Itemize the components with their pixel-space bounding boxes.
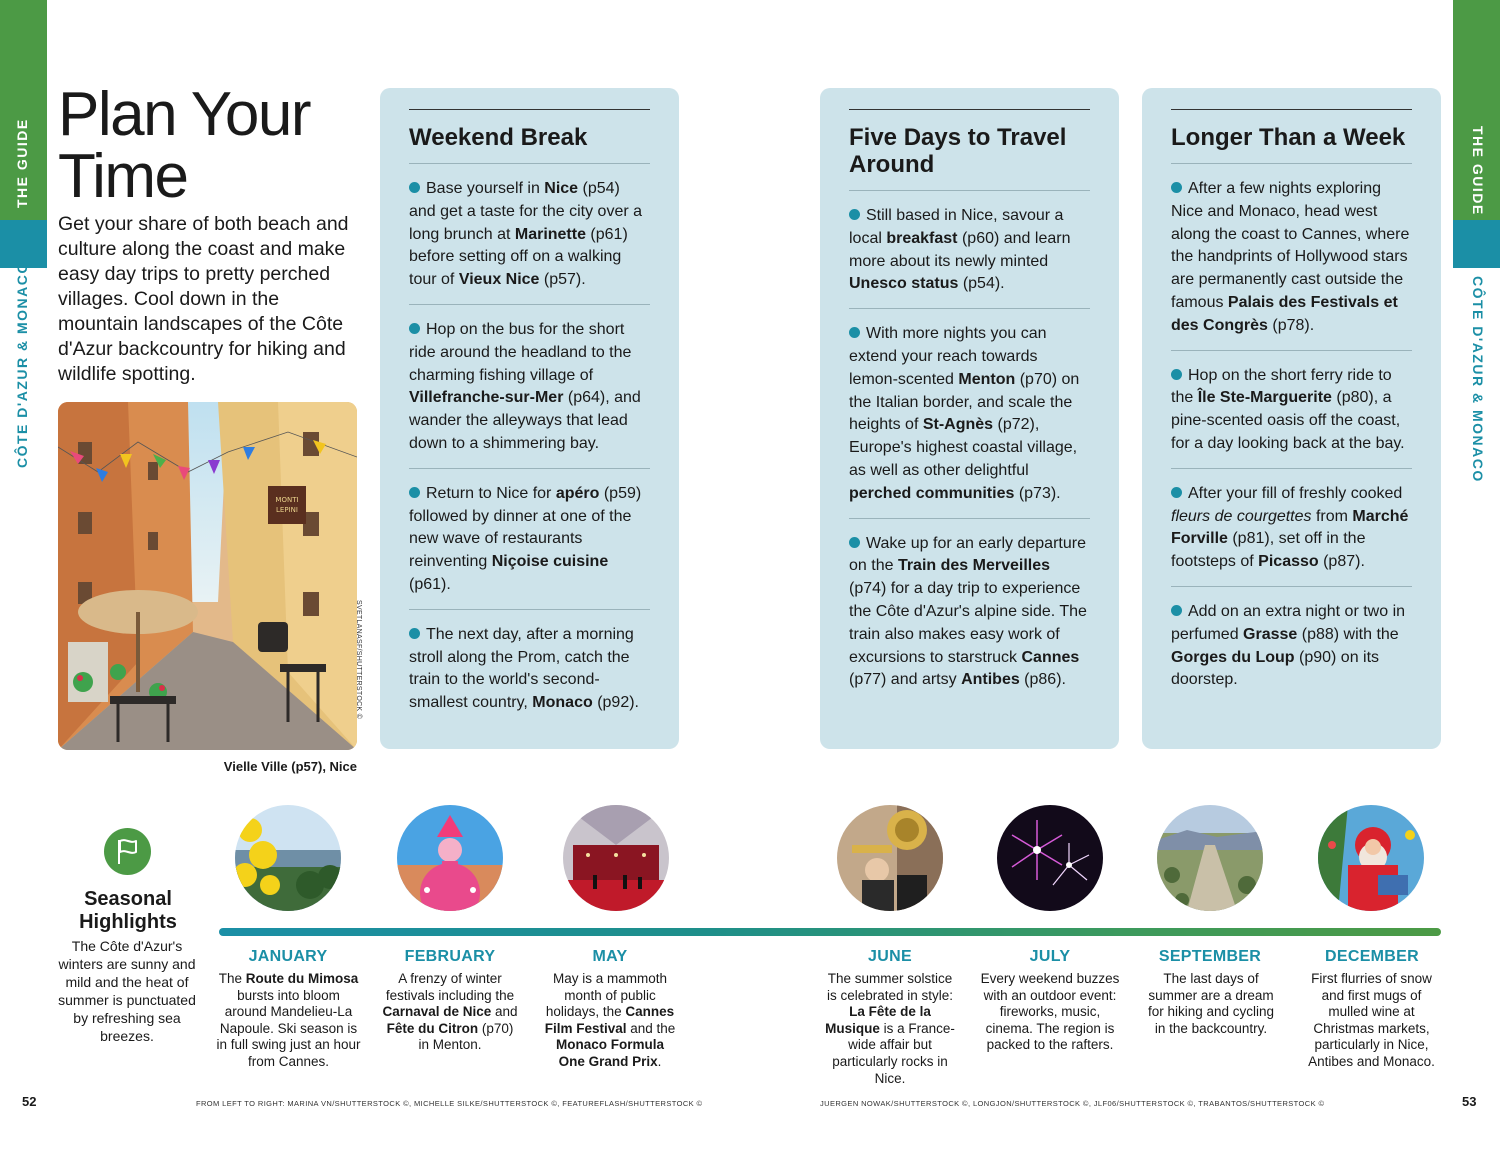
fete-musique-photo [837, 805, 943, 911]
card-title: Five Days to Travel Around [849, 124, 1067, 178]
bullet-icon [1171, 182, 1182, 193]
event-text-january: The Route du Mimosa bursts into bloom around Mandelieu-La Napoule. Ski season is in full swing just an hour from Cannes. [216, 971, 361, 1069]
itinerary-item-text: After a few nights exploring Nice and Monaco, head west along the coast to Cannes, where the handprints of Hollywood stars are permanently cast outside the famous Palais des Festivals et des Congrès (p78). [1171, 180, 1410, 334]
itinerary-item [1171, 586, 1412, 704]
sign-lettering: MONTI [275, 496, 299, 504]
itinerary-item [849, 190, 1090, 308]
event-text-may: May is a mammoth month of public holidays, the Cannes Film Festival and the Monaco Formula One Grand Prix. [544, 971, 676, 1069]
itinerary-card-five-days [820, 88, 1119, 749]
bullet-icon [1171, 605, 1182, 616]
guide-tab-label: THE GUIDE [14, 118, 30, 208]
itinerary-item-text: Wake up for an early departure on the Train des Merveilles (p74) for a day trip to experience the Côte d'Azur's alpine side. The train also makes easy work of excursions to starstruck Cannes (p77) and artsy Antibes (p86). [849, 534, 1087, 689]
event-text-september: The last days of summer are a dream for hiking and cycling in the backcountry. [1147, 971, 1275, 1036]
vieille-ville-photo [58, 402, 357, 750]
guide-tab-label: THE GUIDE [1470, 126, 1486, 216]
itinerary-item-text: Base yourself in Nice (p54) and get a taste for the city over a long brunch at Marinette (p61) before setting off on a walking tour of Vieux Nice (p57). [409, 180, 643, 289]
photo-caption: Vielle Ville (p57), Nice [223, 759, 357, 774]
itinerary-item-text: Return to Nice for apéro (p59) followed by dinner at one of the new wave of restaurants reinventing Niçoise cuisine (p61). [409, 484, 642, 593]
timeline-bar [219, 928, 1441, 936]
month-december: DECEMBER [1325, 948, 1419, 965]
page-number-left: 52 [22, 1094, 37, 1109]
month-september: SEPTEMBER [1158, 948, 1262, 965]
month-may: MAY [592, 948, 628, 965]
bullet-icon [409, 182, 420, 193]
itinerary-item [1171, 163, 1412, 350]
bullet-icon [409, 628, 420, 639]
bullet-icon [849, 327, 860, 338]
bullet-icon [849, 537, 860, 548]
backcountry-photo [1157, 805, 1263, 911]
event-text-december: First flurries of snow and first mugs of mulled wine at Christmas markets, particularly in Nice, Antibes and Monaco. [1308, 971, 1435, 1069]
card-title: Weekend Break [409, 124, 588, 151]
itinerary-item-text: Still based in Nice, savour a local breakfast (p60) and learn more about its newly minted Unesco status (p54). [849, 207, 1071, 293]
photo-credits-left: FROM LEFT TO RIGHT: MARINA VN/SHUTTERSTOCK ©, MICHELLE SILKE/SHUTTERSTOCK ©, FEATUREFLASH/SHUTTERSTOCK © [196, 1099, 703, 1108]
itinerary-card-longer [1142, 88, 1441, 749]
itinerary-item-text: Hop on the bus for the short ride around the headland to the charming fishing village of Villefranche-sur-Mer (p64), and wander the alleyways that lead down to a shimmering bay. [409, 320, 641, 452]
christmas-photo [1318, 805, 1424, 911]
bullet-icon [1171, 487, 1182, 498]
card-title: Longer Than a Week [1171, 124, 1406, 151]
mimosa-photo [235, 805, 341, 911]
bullet-icon [849, 209, 860, 220]
seasonal-title: Seasonal Highlights [79, 888, 177, 933]
page-title: Plan Your Time [58, 80, 310, 211]
flag-icon [104, 828, 151, 875]
fireworks-photo [997, 805, 1103, 911]
guide-tab [0, 0, 47, 220]
event-text-june: The summer solstice is celebrated in style: La Fête de la Musique is a France-wide affair but particularly rocks in Nice. [825, 971, 955, 1086]
bullet-icon [1171, 369, 1182, 380]
tab-marker [1453, 220, 1500, 268]
itinerary-item-text: Hop on the short ferry ride to the Île Ste-Marguerite (p80), a pine-scented oasis off the coast, for a day looking back at the bay. [1171, 366, 1405, 452]
itinerary-item [849, 518, 1090, 705]
bullet-icon [409, 487, 420, 498]
itinerary-item-text: With more nights you can extend your reach towards lemon-scented Menton (p70) on the Italian border, and scale the heights of St-Agnès (p72), Europe's highest coastal village, as well as other delightful perched communities (p73). [849, 325, 1080, 502]
month-june: JUNE [868, 948, 912, 965]
itinerary-item [849, 308, 1090, 517]
event-text-february: A frenzy of winter festivals including the Carnaval de Nice and Fête du Citron (p70) in Menton. [382, 971, 518, 1053]
bullet-icon [409, 323, 420, 334]
itinerary-item [1171, 350, 1412, 468]
month-february: FEBRUARY [404, 948, 496, 965]
itinerary-item [409, 304, 650, 468]
photo-credit: SVETLANASF/SHUTTERSTOCK © [355, 600, 362, 720]
itinerary-item [409, 468, 650, 609]
event-text-july: Every weekend buzzes with an outdoor event: fireworks, music, cinema. The region is packed to the rafters. [980, 971, 1120, 1053]
itinerary-card-weekend [380, 88, 679, 749]
svg-text:LEPINI: LEPINI [276, 506, 298, 514]
guide-tab [1453, 0, 1500, 220]
itinerary-item-text: The next day, after a morning stroll along the Prom, catch the train to the world's second-smallest country, Monaco (p92). [409, 625, 639, 712]
itinerary-item [409, 163, 650, 304]
cannes-festival-photo [563, 805, 669, 911]
region-tab-label: CÔTE D'AZUR & MONACO [1470, 276, 1486, 483]
seasonal-intro: The Côte d'Azur's winters are sunny and mild and the heat of summer is punctuated by refreshing sea breezes. [58, 938, 196, 1044]
carnival-photo [397, 805, 503, 911]
itinerary-item [1171, 468, 1412, 586]
month-january: JANUARY [248, 948, 328, 965]
month-july: JULY [1029, 948, 1071, 965]
page-number-right: 53 [1462, 1094, 1477, 1109]
itinerary-item-text: After your fill of freshly cooked fleurs de courgettes from Marché Forville (p81), set off in the footsteps of Picasso (p87). [1171, 484, 1409, 571]
region-tab-label: CÔTE D'AZUR & MONACO [14, 261, 30, 468]
itinerary-item-text: Add on an extra night or two in perfumed Grasse (p88) with the Gorges du Loup (p90) on its doorstep. [1171, 602, 1406, 689]
photo-credits-right: JUERGEN NOWAK/SHUTTERSTOCK ©, LONGJON/SHUTTERSTOCK ©, JLF06/SHUTTERSTOCK ©, TRABANTOS/SHUTTERSTOCK © [820, 1099, 1325, 1108]
itinerary-item [409, 609, 650, 727]
intro-text: Get your share of both beach and culture along the coast and make easy day trips to pretty perched villages. Cool down in the mountain landscapes of the Côte d'Azur backcountry for hiking and wildlife spotting. [58, 213, 349, 385]
